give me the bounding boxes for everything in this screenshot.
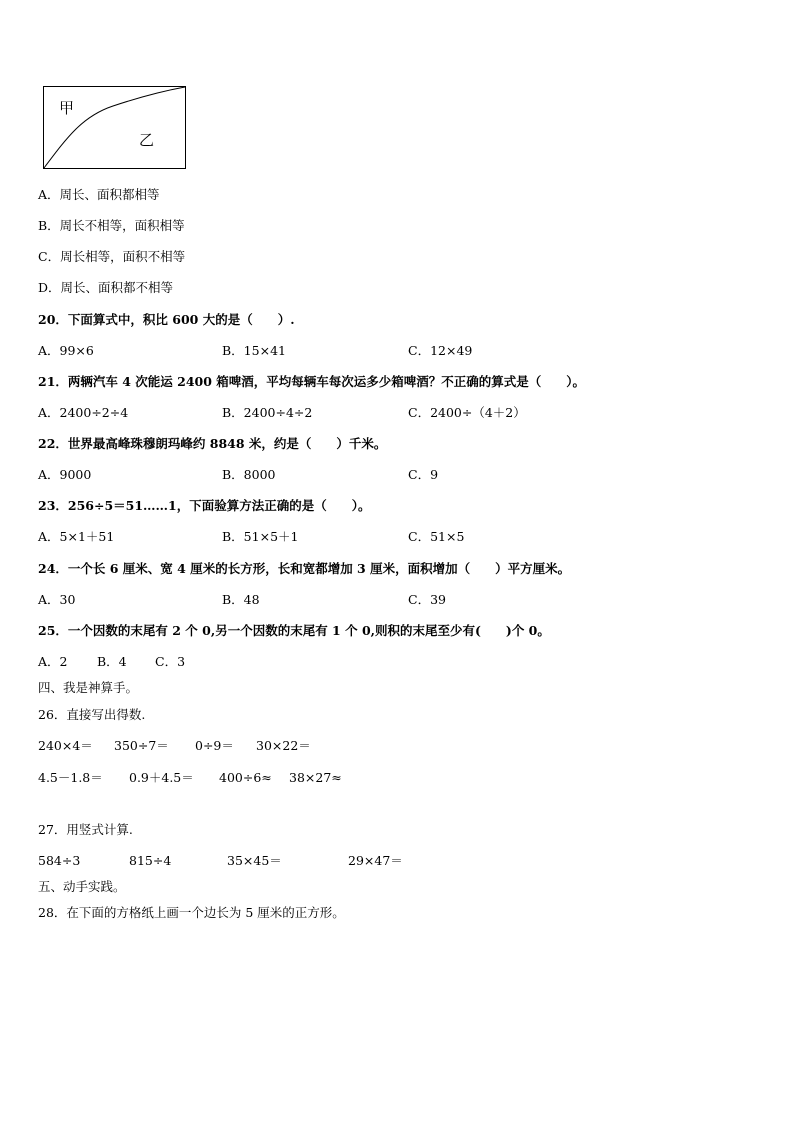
q28-question: 28．在下面的方格纸上画一个边长为 5 厘米的正方形。 <box>38 905 345 920</box>
q22-question: 22．世界最高峰珠穆朗玛峰约 8848 米，约是（ ）千米。 <box>38 436 387 451</box>
q21-option-a: A．2400÷2÷4 <box>38 405 129 420</box>
q25-option-a: A．2 <box>38 654 68 669</box>
label-jia: 甲 <box>59 99 75 117</box>
label-yi: 乙 <box>139 131 155 149</box>
section-5-heading: 五、动手实践。 <box>38 879 126 894</box>
q25-option-c: C．3 <box>155 654 186 669</box>
q20-question: 20．下面算式中，积比 600 大的是（ ）. <box>38 312 295 327</box>
q24-option-b: B．48 <box>222 592 260 607</box>
q26-r2-item4: 38×27≈ <box>289 770 342 785</box>
q27-item4: 29×47＝ <box>348 853 403 868</box>
q20-option-a: A．99×6 <box>38 343 94 358</box>
shape-figure-jia-yi <box>43 86 186 169</box>
q26-r1-item4: 30×22＝ <box>256 738 311 753</box>
q25-question: 25．一个因数的末尾有 2 个 0,另一个因数的末尾有 1 个 0,则积的末尾至少有( )个 0。 <box>38 623 550 638</box>
q27-item2: 815÷4 <box>129 853 172 868</box>
q27-title: 27．用竖式计算. <box>38 822 133 837</box>
q23-option-a: A．5×1＋51 <box>38 529 115 544</box>
q26-r2-item3: 400÷6≈ <box>219 770 272 785</box>
q27-item3: 35×45＝ <box>227 853 282 868</box>
q19-option-c: C．周长相等，面积不相等 <box>38 249 186 264</box>
q22-option-c: C．9 <box>408 467 439 482</box>
q24-option-c: C．39 <box>408 592 446 607</box>
q26-r1-item3: 0÷9＝ <box>195 738 234 753</box>
q26-r1-item2: 350÷7＝ <box>114 738 169 753</box>
q21-option-c: C．2400÷（4＋2） <box>408 405 526 420</box>
q19-option-b: B．周长不相等，面积相等 <box>38 218 185 233</box>
q26-r1-item1: 240×4＝ <box>38 738 93 753</box>
q22-option-a: A．9000 <box>38 467 92 482</box>
q21-option-b: B．2400÷4÷2 <box>222 405 313 420</box>
q20-option-b: B．15×41 <box>222 343 286 358</box>
q23-option-b: B．51×5＋1 <box>222 529 299 544</box>
q21-question: 21．两辆汽车 4 次能运 2400 箱啤酒，平均每辆车每次运多少箱啤酒？不正确的算式是（ ）。 <box>38 374 586 389</box>
q25-option-b: B．4 <box>97 654 127 669</box>
q23-question: 23．256÷5＝51……1，下面验算方法正确的是（ ）。 <box>38 498 371 513</box>
q27-item1: 584÷3 <box>38 853 81 868</box>
q24-question: 24．一个长 6 厘米、宽 4 厘米的长方形，长和宽都增加 3 厘米，面积增加（ ）平方厘米。 <box>38 561 571 576</box>
q22-option-b: B．8000 <box>222 467 276 482</box>
section-4-heading: 四、我是神算手。 <box>38 680 139 695</box>
q24-option-a: A．30 <box>38 592 76 607</box>
q19-option-d: D．周长、面积都不相等 <box>38 280 174 295</box>
q23-option-c: C．51×5 <box>408 529 465 544</box>
q19-option-a: A．周长、面积都相等 <box>38 187 160 202</box>
q26-r2-item1: 4.5－1.8＝ <box>38 770 103 785</box>
q26-r2-item2: 0.9＋4.5＝ <box>129 770 194 785</box>
q20-option-c: C．12×49 <box>408 343 473 358</box>
q26-title: 26．直接写出得数. <box>38 707 146 722</box>
